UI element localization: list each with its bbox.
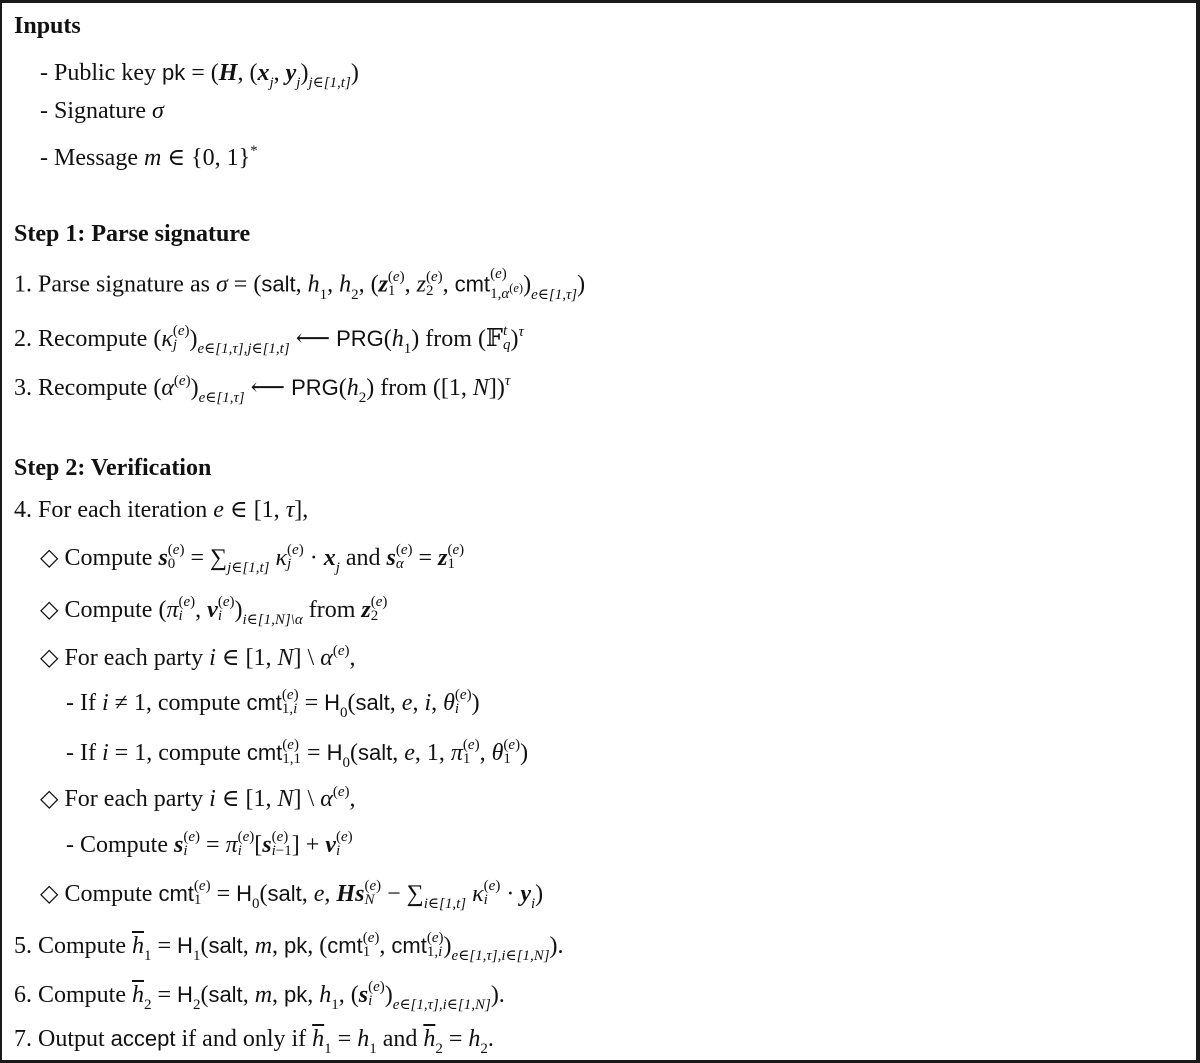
step2-compute-pi-v: ◇ Compute (π (e) i , v (e) i )$_{i\in[1,N]\backslash\alpha}$ from z (e) 2 [40, 594, 388, 628]
label: 4. For each iteration [14, 497, 214, 523]
step2-for-each-party-2: ◇ For each party i ∈ [1, N] \ $\alpha^{(e)}$, [40, 784, 356, 812]
step2-item-4: 4. For each iteration e ∈ [1, τ], [14, 497, 309, 523]
label: 1. Parse signature as [14, 271, 216, 298]
step2-compute-cmt1: ◇ Compute cmt (e) 1 = $H_0(salt$, e, Hs (e) N − $\sum_{i\in[1,t]}$ κ (e) i · $y_i$) [40, 878, 544, 912]
step2-heading: Step 2: Verification [14, 455, 212, 481]
step1-item-3: 3. Recompute $(\alpha^{(e)})_{e\in[1,\tau]}$ ⟵ $PRG(h_2)$ from ([1, N])$^\tau$ [14, 373, 511, 406]
label: - Signature [40, 98, 152, 124]
label: - Public key [40, 60, 162, 86]
step1-item-1: 1. Parse signature as σ = (salt, $h_1$, $h_2$, (z (e) 1 , z (e) 2 , cmt (e) $1,\alpha^{(e)}$ )$_{e\in[1,\tau]}$) [14, 266, 586, 303]
step2-item-5: 5. Compute $\overline{h}_1$ = $H_1(salt$, m, pk, (cmt (e) 1 , cmt (e) 1,i )$_{e\in[1,\tau],i\in[1,N]}$). [14, 930, 564, 964]
label: 2. Recompute [14, 326, 154, 352]
step2-compute-si: - Compute s (e) i = π (e) i [s (e) i−1 ] + v (e) i [66, 829, 353, 860]
step1-item-2: 2. Recompute (κ (e) j )$_{e\in[1,\tau],j\in[1,t]}$ ⟵ $PRG(h_1)$ from (𝔽 t q )$^\tau$ [14, 323, 524, 357]
input-signature: - Signature σ [40, 98, 164, 124]
step2-if-i-eq-1: - If i = 1, compute cmt (e) 1,1 = $H_0(salt$, e, 1, π (e) 1 , θ (e) 1 ) [66, 737, 529, 771]
label: - Message [40, 145, 144, 171]
step2-if-i-neq-1: - If i ≠ 1, compute cmt (e) 1,i = $H_0(salt$, e, i, θ (e) i ) [66, 687, 480, 721]
label: 3. Recompute [14, 375, 154, 401]
inputs-heading: Inputs [14, 13, 81, 39]
step2-for-each-party-1: ◇ For each party i ∈ [1, N] \ $\alpha^{(e)}$, [40, 643, 356, 671]
step1-heading: Step 1: Parse signature [14, 221, 251, 247]
step2-compute-s0: ◇ Compute s (e) 0 = $\sum_{j\in[1,t]}$ κ (e) j · $x_j$ and s (e) α = z (e) 1 [40, 542, 465, 576]
input-message: - Message m ∈ {0, 1}* [40, 143, 258, 171]
step2-item-6: 6. Compute $\overline{h}_2$ = $H_2(salt$, m, pk, $h_1$, (s (e) i )$_{e\in[1,\tau],i\in[1,N]}$). [14, 979, 505, 1013]
step2-item-7: 7. Output accept if and only if $\overline{h}_1 = h_1$ and $\overline{h}_2 = h_2$. [14, 1026, 494, 1057]
input-public-key: - Public key pk = (H, ($x_j$, $y_j)_{j\in[1,t]}$) [40, 60, 359, 91]
